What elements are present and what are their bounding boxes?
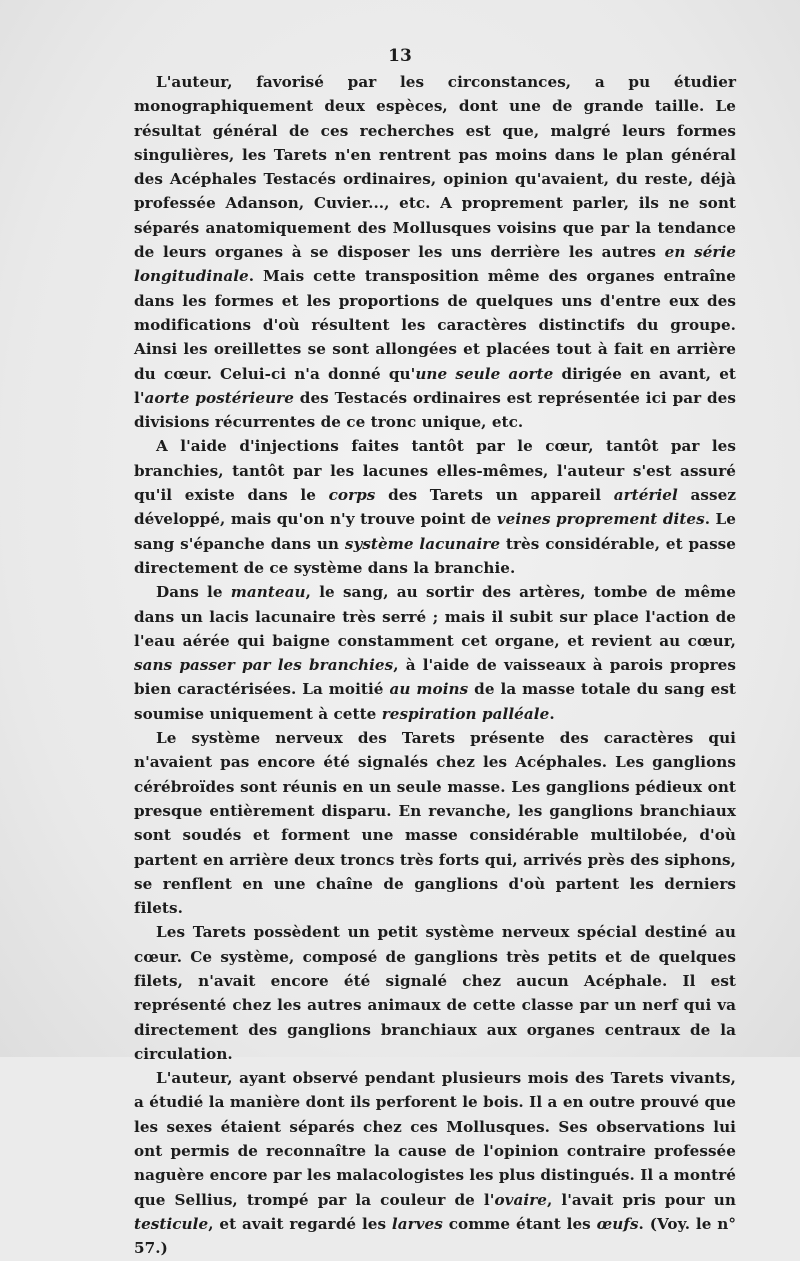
italic-run: manteau bbox=[230, 583, 306, 602]
italic-run: au moins bbox=[389, 680, 469, 699]
italic-run: testicule bbox=[134, 1214, 209, 1233]
text-run: comme étant les bbox=[442, 1214, 597, 1233]
italic-run: larves bbox=[391, 1214, 443, 1233]
text-run: , le sang, au sortir des artères, tombe de même dans un lacis lacunaire très serré ; mais il subit sur place l'action de l'eau aérée qui baigne constamment cet organe, et revient au cœur, bbox=[134, 583, 737, 650]
italic-run: une seule aorte bbox=[415, 364, 554, 383]
text-run: , l'avait pris pour un bbox=[546, 1190, 736, 1209]
italic-run: artériel bbox=[613, 486, 678, 505]
text-run: Les Tarets possèdent un petit système nerveux spécial destiné au cœur. Ce système, composé de ganglions très petits et de quelques filets, n'avait encore été signalé chez aucun Acéphale. Il est représenté chez les autres animaux de cette classe par un nerf qui va directement des ganglions branchiaux aux organes centraux de la circulation. bbox=[134, 923, 736, 1063]
italic-run: système lacunaire bbox=[344, 534, 501, 553]
text-run: assez développé, mais qu'on n'y trouve point de bbox=[134, 486, 736, 529]
italic-run: aorte postérieure bbox=[144, 388, 294, 407]
text-run: , à l'aide de vaisseaux à parois propres bien caractérisées. La moitié bbox=[134, 656, 736, 699]
text-run: des Tarets un appareil bbox=[375, 486, 614, 505]
paragraph-5 bbox=[134, 920, 736, 1066]
paragraph-2 bbox=[134, 434, 736, 580]
italic-run: œufs bbox=[596, 1214, 639, 1233]
text-run: . Mais cette transposition même des organes entraîne dans les formes et les proportions de quelques uns d'entre eux des modifications d'où résultent les caractères distinctifs du groupe. Ainsi les oreillettes se sont allongées et placées tout à fait en arrière du cœur. Celui-ci n'a donné qu' bbox=[134, 267, 736, 383]
italic-run: veines proprement dites bbox=[496, 510, 705, 529]
text-run: . Le sang s'épanche dans un bbox=[134, 510, 736, 553]
text-run: Dans le bbox=[156, 583, 231, 602]
text-run: L'auteur, ayant observé pendant plusieurs mois des Tarets vivants, a étudié la manière dont ils perforent le bois. Il a en outre prouvé que les sexes étaient séparés chez ces Mollusques. Ses observations lui ont permis de reconnaître la cause de l'opinion contraire professée naguère encore par les malacologistes les plus distingués. Il a montré que Sellius, trompé par la couleur de l' bbox=[134, 1069, 736, 1209]
text-run: des Testacés ordinaires est représentée ici par des divisions récurrentes de ce tronc unique, etc. bbox=[134, 388, 736, 432]
text-run: dirigée en avant, et l' bbox=[134, 364, 736, 407]
page-number: 13 bbox=[388, 46, 412, 66]
text-run: L'auteur, favorisé par les circonstances, a pu étudier monographiquement deux espèces, dont une de grande taille. Le résultat général de ces recherches est que, malgré leurs formes singulières, les Tarets n'en rentrent pas moins dans le plan général des Acéphales Testacés ordinaires, opinion qu'avaient, du reste, déjà professée Adanson, Cuvier..., etc. A proprement parler, ils ne sont séparés anatomiquement des Mollusques voisins que par la tendance de leurs organes à se disposer les uns derrière les autres bbox=[134, 73, 736, 262]
italic-run: sans passer par les branchies bbox=[134, 656, 394, 675]
text-run: . (Voy. le n° 57.) bbox=[134, 1214, 736, 1258]
text-run: de la masse totale du sang est soumise uniquement à cette bbox=[134, 680, 736, 723]
paragraph-6 bbox=[134, 1066, 736, 1260]
paragraph-4 bbox=[134, 726, 736, 920]
italic-run: corps bbox=[328, 486, 376, 505]
italic-run: ovaire bbox=[494, 1190, 547, 1209]
text-body bbox=[134, 70, 736, 1261]
text-run: A l'aide d'injections faites tantôt par le cœur, tantôt par les branchies, tantôt par les lacunes elles-mêmes, l'auteur s'est assuré qu'il existe dans le bbox=[134, 437, 736, 505]
text-run: , et avait regardé les bbox=[208, 1214, 392, 1233]
text-run: . bbox=[549, 704, 555, 723]
paragraph-3 bbox=[134, 580, 736, 726]
text-run: très considérable, et passe directement de ce système dans la branchie. bbox=[134, 534, 736, 577]
italic-run: en série longitudinale bbox=[134, 243, 736, 286]
text-run: Le système nerveux des Tarets présente des caractères qui n'avaient pas encore été signalés chez les Acéphales. Les ganglions cérébroïdes sont réunis en un seule masse. Les ganglions pédieux ont presque entièrement disparu. En revanche, les ganglions branchiaux sont soudés et forment une masse considérable multilobée, d'où partent en arrière deux troncs très forts qui, arrivés près des siphons, se renflent en une chaîne de ganglions d'où partent les derniers filets. bbox=[134, 729, 736, 918]
italic-run: respiration palléale bbox=[381, 704, 550, 723]
paragraph-1 bbox=[134, 70, 736, 434]
